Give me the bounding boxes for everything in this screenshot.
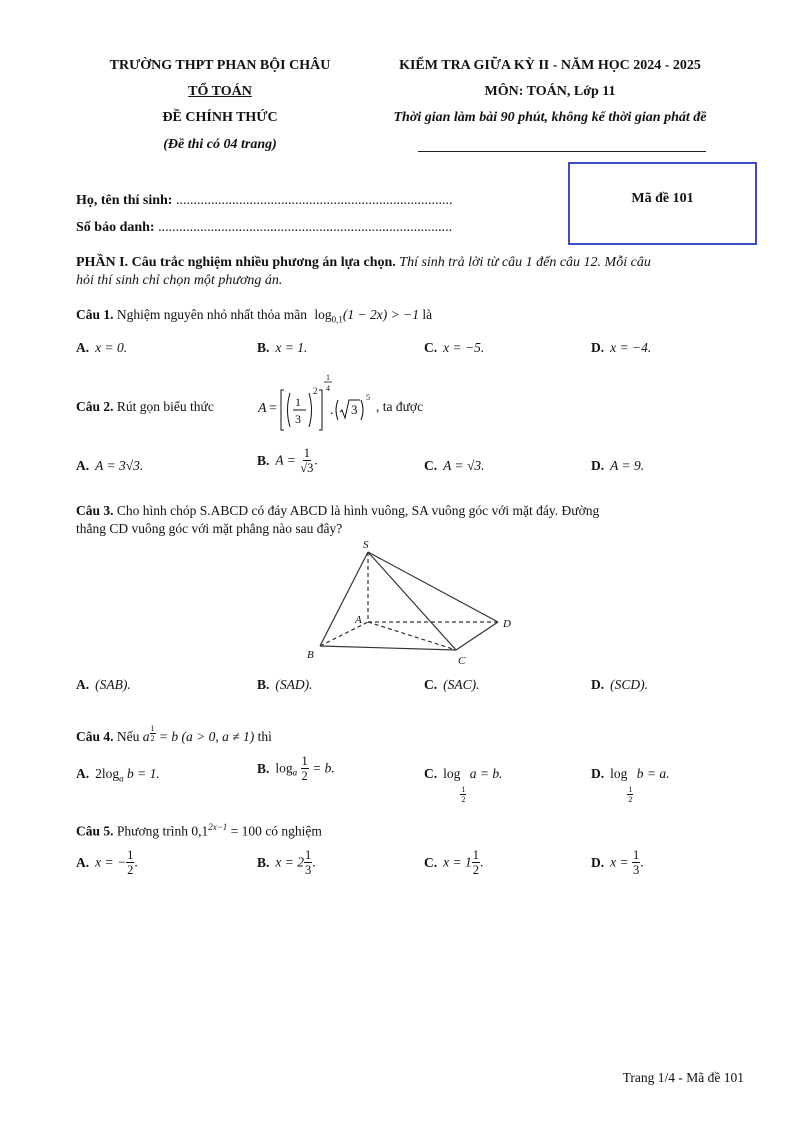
page-count: (Đề thi có 04 trang) xyxy=(163,137,277,152)
svg-text:2: 2 xyxy=(313,386,318,396)
q2-option-b[interactable]: B. A = $\frac{1}{√3}$ . xyxy=(257,446,318,475)
q1-option-b-text: x = 1. xyxy=(275,340,308,355)
q1-log: log xyxy=(314,307,332,322)
q2-option-d[interactable]: D. A = 9. xyxy=(591,458,645,473)
svg-text:3: 3 xyxy=(351,402,358,417)
q1-inequality: (1 − 2x) > −1 xyxy=(342,307,419,322)
q4-option-c[interactable]: C. log $_{\frac{1}{2}}$ a = b. xyxy=(424,766,503,804)
part1-heading xyxy=(76,254,748,272)
q2-option-a-text: A = 3√3. xyxy=(95,458,144,473)
q4-option-a-text: 2log xyxy=(95,766,120,781)
q2-option-c-text: A = √3. xyxy=(443,458,485,473)
exam-code: Mã đề 101 xyxy=(631,191,694,206)
q5-label: Câu 5. xyxy=(76,823,114,839)
q4-option-d[interactable]: D. log $_{\frac{1}{2}}$ b = a. xyxy=(591,766,670,804)
exam-title: KIỂM TRA GIỮA KỲ II - NĂM HỌC 2024 - 2025 xyxy=(399,58,701,73)
svg-text:=: = xyxy=(269,401,277,416)
question-4: Câu 4. Nếu a $^{\frac{1}{2}}$ = b (a > 0, a ≠ 1) thì xyxy=(76,724,272,744)
q5-option-d[interactable]: D. x = $\frac{1}{3}$ . xyxy=(591,848,644,877)
q4-option-d-rest: b = a. xyxy=(636,766,670,781)
vertex-d: D xyxy=(503,618,511,630)
svg-text:4: 4 xyxy=(326,384,330,393)
vertex-c: C xyxy=(458,655,466,667)
q5-tail: có nghiệm xyxy=(265,823,322,839)
question-1 xyxy=(76,306,432,329)
question-3 xyxy=(76,502,748,520)
student-name-label: Họ, tên thí sinh: xyxy=(76,193,173,208)
vertex-a: A xyxy=(355,614,362,626)
vertex-b: B xyxy=(307,649,314,661)
q3-option-c-text: (SAC). xyxy=(443,677,480,692)
q3-option-c[interactable]: C. (SAC). xyxy=(424,677,480,692)
q3-line2: thẳng CD vuông góc với mặt phẳng nào sau đây? xyxy=(76,521,343,536)
part1-instruction-2: hỏi thí sinh chỉ chọn một phương án. xyxy=(76,273,283,288)
q1-text: Nghiệm nguyên nhỏ nhất thỏa mãn xyxy=(116,307,307,322)
department: TỔ TOÁN xyxy=(188,84,252,99)
q1-option-a[interactable]: A. x = 0. xyxy=(76,340,128,355)
q4-option-a-rest: b = 1. xyxy=(127,766,160,781)
school-name: TRƯỜNG THPT PHAN BỘI CHÂU xyxy=(109,58,331,73)
svg-text:A: A xyxy=(258,401,267,416)
q2-option-c[interactable]: C. A = √3. xyxy=(424,458,485,473)
part1-title: PHẦN I. Câu trắc nghiệm nhiều phương án lựa chọn. xyxy=(76,255,396,270)
q2-option-b-den: √3 xyxy=(300,461,314,475)
q3-line1: Cho hình chóp S.ABCD có đáy ABCD là hình vuông, SA vuông góc với mặt đáy. Đường xyxy=(116,503,600,518)
student-name-dots: ............................................................................... xyxy=(175,193,453,208)
svg-text:.: . xyxy=(330,403,334,418)
q4-option-c-text: log xyxy=(443,766,461,781)
q4-option-a[interactable]: A. $2\log_a$ b = 1. xyxy=(76,766,160,784)
q5-option-b-text: x = 2 xyxy=(275,854,304,870)
q2-text: Rút gọn biểu thức xyxy=(116,399,214,414)
q3-label: Câu 3. xyxy=(76,503,114,518)
q2-option-d-text: A = 9. xyxy=(610,458,645,473)
q1-option-a-text: x = 0. xyxy=(95,340,128,355)
q2-option-b-num: 1 xyxy=(303,446,310,460)
q1-option-b[interactable]: B. x = 1. xyxy=(257,340,308,355)
svg-text:1: 1 xyxy=(326,373,330,382)
pyramid-figure xyxy=(300,536,530,670)
q1-option-d-text: x = −4. xyxy=(610,340,652,355)
q2-option-a[interactable]: A. A = 3√3. xyxy=(76,458,144,473)
q4-label: Câu 4. xyxy=(76,729,114,744)
q3-option-b-text: (SAD). xyxy=(275,677,313,692)
question-5 xyxy=(76,818,322,841)
svg-text:3: 3 xyxy=(295,412,301,426)
q5-option-c-text: x = 1 xyxy=(443,854,472,870)
header-separator xyxy=(418,151,706,152)
exam-time: Thời gian làm bài 90 phút, không kể thời gian phát đề xyxy=(393,110,707,125)
q5-rhs: = 100 xyxy=(230,823,262,839)
student-id-label: Số báo danh: xyxy=(76,220,155,235)
q2-expression xyxy=(256,368,376,436)
q2-label: Câu 2. xyxy=(76,399,114,414)
vertex-s: S xyxy=(363,539,369,551)
q4-option-b-text: log xyxy=(275,760,293,776)
q5-option-c[interactable]: C. x = 1 $\frac{1}{2}$ . xyxy=(424,848,484,877)
svg-text:5: 5 xyxy=(366,393,370,402)
q5-option-d-text: x = xyxy=(610,854,629,870)
q4-option-d-text: log xyxy=(610,766,628,781)
q1-option-c-text: x = −5. xyxy=(443,340,485,355)
q3-option-d[interactable]: D. (SCD). xyxy=(591,677,648,692)
q5-option-b[interactable]: B. x = 2 $\frac{1}{3}$ . xyxy=(257,848,316,877)
q1-option-d[interactable]: D. x = −4. xyxy=(591,340,652,355)
q2-tail: , ta được xyxy=(376,399,424,414)
q3-option-a-text: (SAB). xyxy=(95,677,131,692)
q1-label: Câu 1. xyxy=(76,307,114,322)
question-2 xyxy=(76,398,214,416)
q4-condition: = b (a > 0, a ≠ 1) xyxy=(158,729,255,744)
q1-tail: là xyxy=(422,307,433,322)
page-footer: Trang 1/4 - Mã đề 101 xyxy=(622,1070,744,1085)
student-name-line xyxy=(76,192,452,210)
q3-option-a[interactable]: A. (SAB). xyxy=(76,677,131,692)
q1-option-c[interactable]: C. x = −5. xyxy=(424,340,485,355)
official-label: ĐỀ CHÍNH THỨC xyxy=(162,110,278,125)
student-id-line xyxy=(76,219,452,237)
q5-base: 0,1 xyxy=(191,823,209,839)
q5-text: Phương trình xyxy=(116,823,188,839)
q4-tail: thì xyxy=(257,729,272,744)
exam-code-box xyxy=(568,162,757,245)
subject: MÔN: TOÁN, Lớp 11 xyxy=(484,84,616,99)
svg-text:1: 1 xyxy=(295,395,301,409)
q3-option-b[interactable]: B. (SAD). xyxy=(257,677,313,692)
q1-log-base: 0,1 xyxy=(331,314,343,325)
part1-instruction: Thí sinh trả lời từ câu 1 đến câu 12. Mỗi câu xyxy=(399,255,651,270)
q5-exponent: 2x−1 xyxy=(208,822,228,832)
q3-option-d-text: (SCD). xyxy=(610,677,648,692)
q4-option-c-rest: a = b. xyxy=(469,766,503,781)
q5-option-a-text: x = − xyxy=(95,854,127,870)
q4-text: Nếu xyxy=(116,729,140,744)
q4-option-b[interactable]: B. $\log_a$ $\frac{1}{2}$ = b. xyxy=(257,754,335,783)
q5-option-a[interactable]: A. x = − $\frac{1}{2}$ . xyxy=(76,848,138,877)
q4-option-b-rest: = b. xyxy=(312,760,335,776)
student-id-dots: .................................................................................... xyxy=(158,220,453,235)
